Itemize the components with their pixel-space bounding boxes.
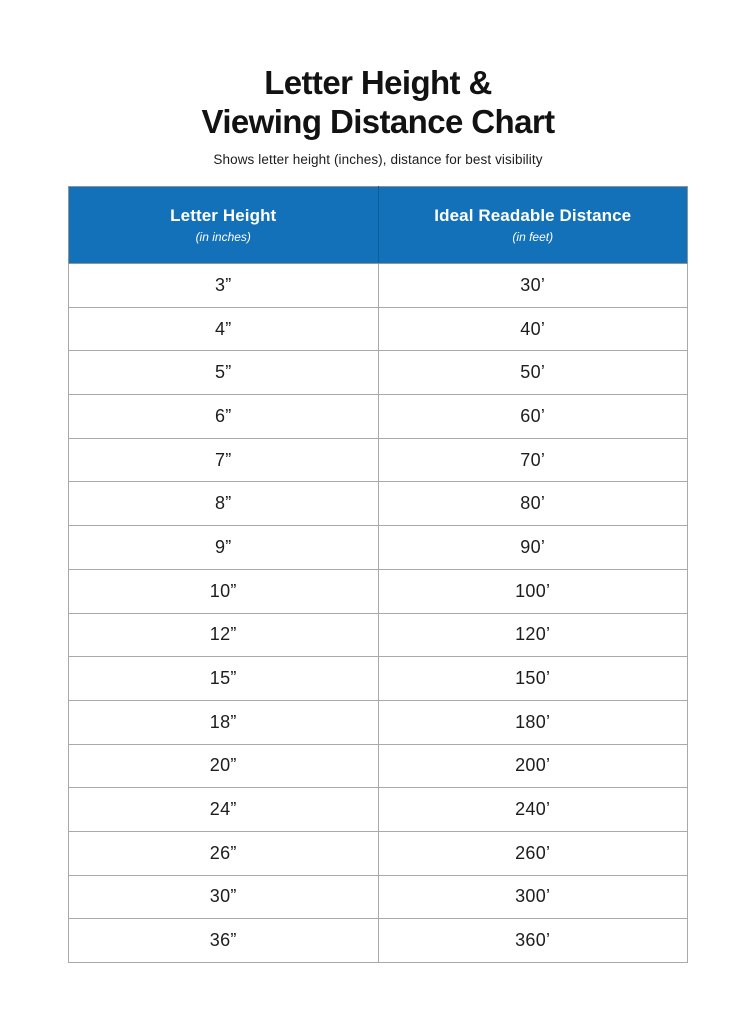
distance-cell: 100’	[378, 569, 688, 613]
header-row	[69, 187, 688, 264]
distance-cell: 150’	[378, 657, 688, 701]
page-title-line-2: Viewing Distance Chart	[201, 102, 555, 140]
letter-height-cell: 6”	[69, 395, 379, 439]
distance-cell: 90’	[378, 526, 688, 570]
distance-cell: 120’	[378, 613, 688, 657]
table-body	[69, 264, 688, 963]
table-row	[69, 613, 688, 657]
table-row	[69, 438, 688, 482]
column-label: Ideal Readable Distance	[434, 206, 632, 225]
distance-cell: 60’	[378, 395, 688, 439]
letter-height-cell: 12”	[69, 613, 379, 657]
page-subtitle: Shows letter height (inches), distance for best visibility	[213, 152, 543, 168]
table-row	[69, 569, 688, 613]
column-header-readable-distance	[378, 187, 688, 264]
table-row	[69, 744, 688, 788]
distance-cell: 40’	[378, 307, 688, 351]
letter-height-cell: 18”	[69, 700, 379, 744]
title-block	[0, 0, 756, 167]
distance-cell: 80’	[378, 482, 688, 526]
distance-cell: 300’	[378, 875, 688, 919]
table-row	[69, 831, 688, 875]
table-row	[69, 657, 688, 701]
table-row	[69, 482, 688, 526]
letter-height-cell: 15”	[69, 657, 379, 701]
letter-height-cell: 10”	[69, 569, 379, 613]
table-row	[69, 395, 688, 439]
letter-height-cell: 9”	[69, 526, 379, 570]
letter-height-cell: 24”	[69, 788, 379, 832]
letter-height-cell: 36”	[69, 919, 379, 963]
letter-height-cell: 26”	[69, 831, 379, 875]
column-header-letter-height	[69, 187, 379, 264]
distance-cell: 260’	[378, 831, 688, 875]
distance-cell: 200’	[378, 744, 688, 788]
letter-height-cell: 3”	[69, 264, 379, 308]
letter-height-cell: 30”	[69, 875, 379, 919]
table-container	[68, 186, 688, 963]
page-title-line-1: Letter Height &	[264, 64, 492, 101]
distance-cell: 30’	[378, 264, 688, 308]
letter-height-cell: 5”	[69, 351, 379, 395]
distance-cell: 50’	[378, 351, 688, 395]
distance-cell: 240’	[378, 788, 688, 832]
letter-height-table	[68, 186, 688, 963]
column-unit: (in inches)	[195, 230, 251, 244]
table-row	[69, 875, 688, 919]
letter-height-cell: 8”	[69, 482, 379, 526]
letter-height-cell: 7”	[69, 438, 379, 482]
letter-height-cell: 4”	[69, 307, 379, 351]
letter-height-cell: 20”	[69, 744, 379, 788]
table-row	[69, 351, 688, 395]
table-row	[69, 919, 688, 963]
column-label: Letter Height	[170, 206, 277, 225]
table-row	[69, 307, 688, 351]
table-header	[69, 187, 688, 264]
column-unit: (in feet)	[512, 230, 554, 244]
distance-cell: 360’	[378, 919, 688, 963]
table-row	[69, 700, 688, 744]
table-row	[69, 526, 688, 570]
table-row	[69, 788, 688, 832]
page-title	[0, 64, 756, 141]
distance-cell: 180’	[378, 700, 688, 744]
distance-cell: 70’	[378, 438, 688, 482]
table-row	[69, 264, 688, 308]
